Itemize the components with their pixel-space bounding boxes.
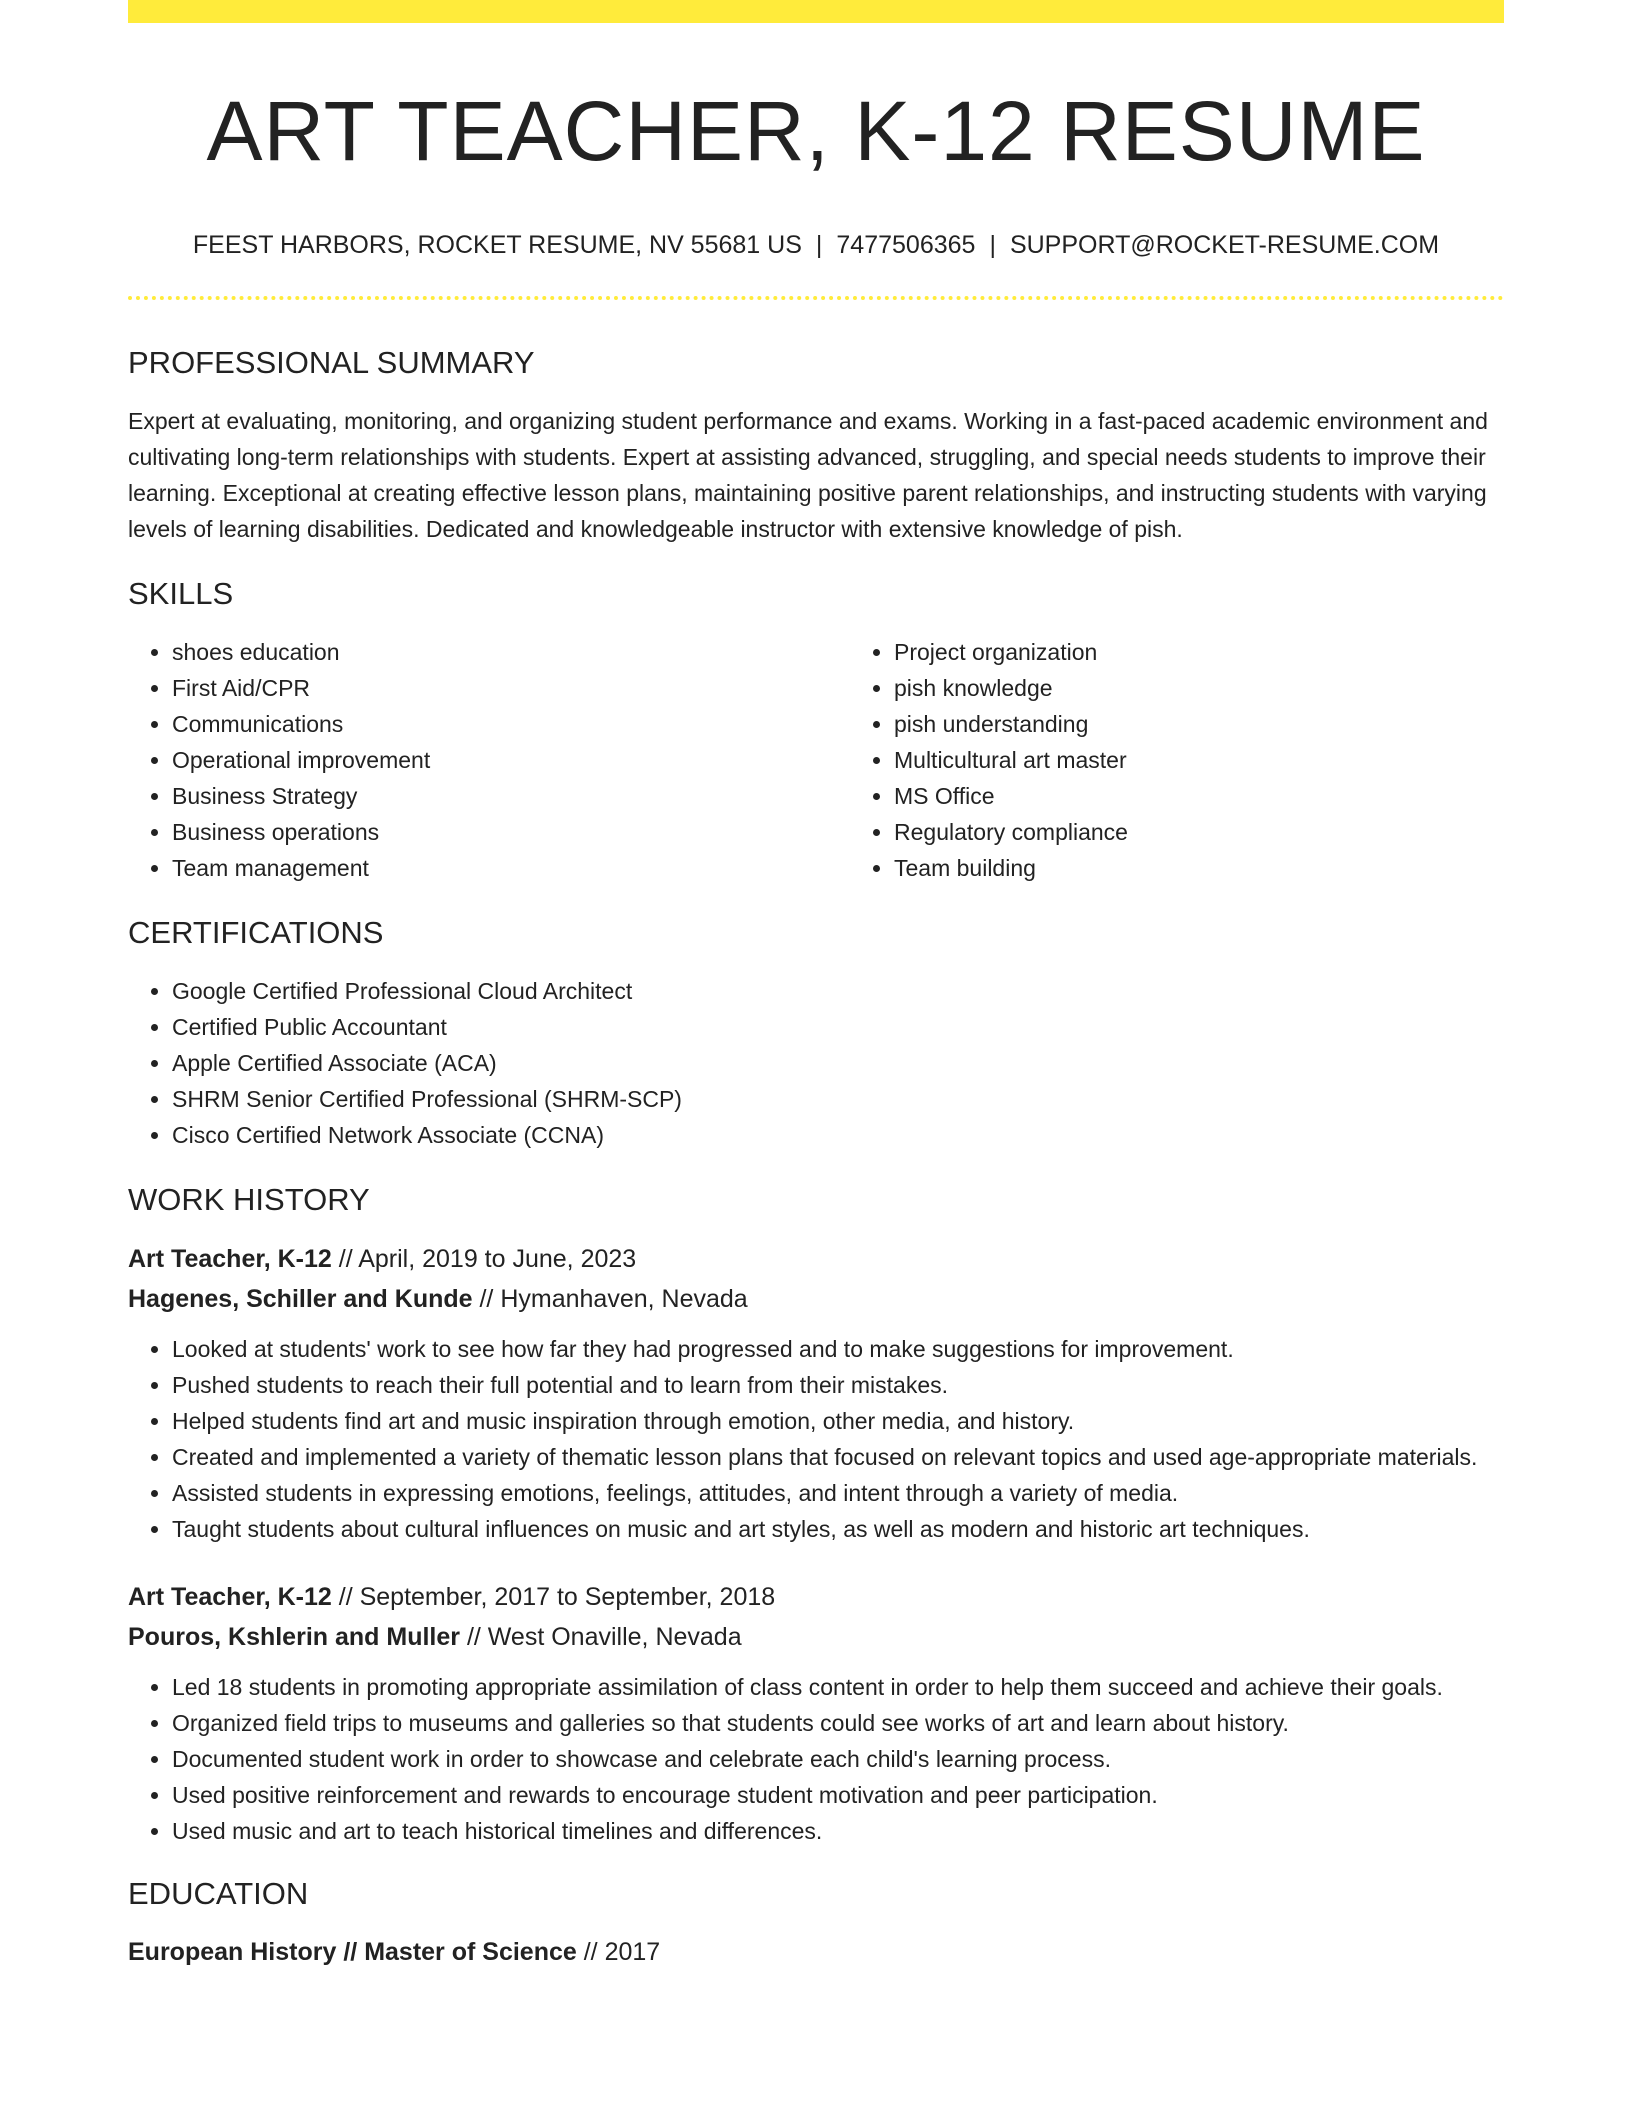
education-separator: // [343, 1937, 358, 1966]
top-accent-bar [128, 0, 1504, 23]
contact-separator: | [815, 230, 823, 259]
job-dates: // April, 2019 to June, 2023 [338, 1244, 637, 1273]
education-entry [128, 1932, 1504, 1972]
section-title-education: EDUCATION [128, 1875, 309, 1911]
education-degree: Master of Science [364, 1937, 577, 1966]
certification-item: • Certified Public Accountant [172, 1009, 1504, 1045]
contact-separator: | [989, 230, 996, 259]
job-company: Hagenes, Schiller and Kunde [128, 1284, 473, 1313]
section-title-summary: PROFESSIONAL SUMMARY [128, 344, 535, 380]
job-bullet: • Used music and art to teach historical timelines and differences. [172, 1813, 1504, 1849]
job-title: Art Teacher, K-12 [128, 1244, 332, 1273]
job-bullets [128, 1331, 1504, 1547]
dotted-divider [128, 296, 1504, 300]
job-bullet: • Organized field trips to museums and galleries so that students could see works of art and learn about history. [172, 1705, 1504, 1741]
job-dates: // September, 2017 to September, 2018 [338, 1582, 776, 1611]
skill-item: • First Aid/CPR [172, 670, 850, 706]
skill-item: • pish understanding [894, 706, 1572, 742]
skill-item: • Operational improvement [172, 742, 850, 778]
education-year: // 2017 [583, 1937, 661, 1966]
section-title-work-history: WORK HISTORY [128, 1182, 370, 1218]
job-title: Art Teacher, K-12 [128, 1582, 332, 1611]
job-bullet: • Taught students about cultural influences on music and art styles, as well as modern and historic art techniques. [172, 1511, 1504, 1547]
job-location: // Hymanhaven, Nevada [479, 1284, 748, 1313]
certification-item: • Cisco Certified Network Associate (CCNA) [172, 1117, 1504, 1153]
skills-list-right [850, 634, 1572, 886]
resume-page [128, 0, 1504, 1972]
skills-list-left [128, 634, 850, 886]
contact-phone: 7477506365 [836, 230, 976, 259]
job-bullet: • Used positive reinforcement and rewards to encourage student motivation and peer participation. [172, 1777, 1504, 1813]
section-title-certifications: CERTIFICATIONS [128, 915, 384, 951]
job-bullet: • Documented student work in order to showcase and celebrate each child's learning process. [172, 1741, 1504, 1777]
contact-line [128, 230, 1504, 260]
certifications-list [128, 973, 1504, 1153]
job-company: Pouros, Kshlerin and Muller [128, 1622, 460, 1651]
job-bullet: • Created and implemented a variety of thematic lesson plans that focused on relevant topics and used age-appropriate materials. [172, 1439, 1504, 1475]
job-title-line [128, 1577, 1504, 1617]
resume-title: ART TEACHER, K-12 RESUME [206, 84, 1426, 178]
education-field: European History [128, 1937, 337, 1966]
contact-email: SUPPORT@ROCKET-RESUME.COM [1009, 230, 1440, 259]
job-bullet: • Led 18 students in promoting appropriate assimilation of class content in order to help them succeed and achieve their goals. [172, 1669, 1504, 1705]
skill-item: • Multicultural art master [894, 742, 1572, 778]
job-company-line [128, 1617, 1504, 1657]
job-entry [128, 1239, 1504, 1547]
job-entry [128, 1577, 1504, 1849]
skill-item: • Communications [172, 706, 850, 742]
job-title-line [128, 1239, 1504, 1279]
skill-item: • Regulatory compliance [894, 814, 1572, 850]
job-company-line [128, 1279, 1504, 1319]
skill-item: • Business Strategy [172, 778, 850, 814]
skill-item: • shoes education [172, 634, 850, 670]
job-bullet: • Pushed students to reach their full potential and to learn from their mistakes. [172, 1367, 1504, 1403]
summary-text: Expert at evaluating, monitoring, and organizing student performance and exams. Working in a fast-paced academic environment and cultivating long-term relationships with students. Expert at assisting advanced, struggling, and special needs students to improve their learning. Exceptional at creating effective lesson plans, maintaining positive parent relationships, and instructing students with varying levels of learning disabilities. Dedicated and knowledgeable instructor with extensive knowledge of pish. [128, 407, 1488, 542]
job-bullets [128, 1669, 1504, 1849]
job-bullet: • Assisted students in expressing emotions, feelings, attitudes, and intent through a variety of media. [172, 1475, 1504, 1511]
skill-item: • pish knowledge [894, 670, 1572, 706]
certification-item: • Apple Certified Associate (ACA) [172, 1045, 1504, 1081]
skill-item: • MS Office [894, 778, 1572, 814]
job-location: // West Onaville, Nevada [466, 1622, 742, 1651]
skill-item: • Team management [172, 850, 850, 886]
skills-grid [128, 634, 1504, 886]
section-title-skills: SKILLS [128, 575, 234, 611]
job-bullet: • Helped students find art and music inspiration through emotion, other media, and history. [172, 1403, 1504, 1439]
contact-address: FEEST HARBORS, ROCKET RESUME, NV 55681 US [192, 230, 802, 259]
skill-item: • Project organization [894, 634, 1572, 670]
certification-item: • SHRM Senior Certified Professional (SHRM-SCP) [172, 1081, 1504, 1117]
certification-item: • Google Certified Professional Cloud Architect [172, 973, 1504, 1009]
skill-item: • Business operations [172, 814, 850, 850]
job-bullet: • Looked at students' work to see how far they had progressed and to make suggestions for improvement. [172, 1331, 1504, 1367]
skill-item: • Team building [894, 850, 1572, 886]
